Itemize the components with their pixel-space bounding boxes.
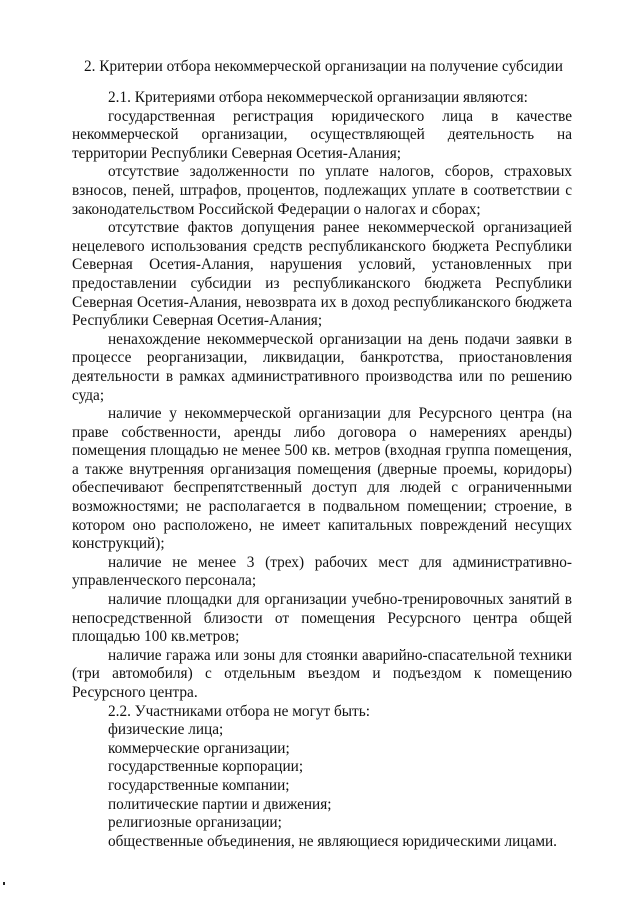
participant-item: политические партии и движения; [108,795,332,813]
criterion-item: наличие не менее 3 (трех) рабочих мест для административно-управленческого персонала; [72,553,572,590]
criterion-item: отсутствие задолженности по уплате налогов, сборов, страховых взносов, пеней, штрафов, процентов, подлежащих уплате в соответствии с законодательством Российской Федерации о налогах и сборах; [72,163,572,218]
criterion-item: ненахождение некоммерческой организации на день подачи заявки в процессе реорганизации, ликвидации, банкротства, приостановления деятельности в рамках административного производства или по решению суда; [72,330,572,404]
participant-item: государственные компании; [108,776,290,794]
criteria-heading: 2.1. Критериями отбора некоммерческой организации являются: [108,89,528,106]
participant-item: государственные корпорации; [108,758,304,776]
criterion-item: наличие гаража или зоны для стоянки аварийно-спасательной техники (три автомобиля) с отдельным въездом и подъездом к помещению Ресурсного центра. [72,646,572,701]
criterion-item: наличие у некоммерческой организации для Ресурсного центра (на праве собственности, аренды либо договора о намерениях аренды) помещения площадью не менее 500 кв. метров (входная группа помещения, а также внутренняя организация помещения (дверные проемы, коридоры) обеспечивают беспрепятственный доступ для людей с ограниченными возможностями; не располагается в подвальном помещении; строение, в котором оно расположено, не имеет капитальных повреждений несущих конструкций); [72,405,572,553]
section-heading: 2. Критерии отбора некоммерческой организации на получение субсидии [84,58,563,75]
participants-heading: 2.2. Участниками отбора не могут быть: [108,702,370,720]
participant-item: коммерческие организации; [108,739,290,757]
document-body [72,89,572,851]
participant-item: общественные объединения, не являющиеся юридическими лицами. [108,832,558,850]
criterion-item: государственная регистрация юридического лица в качестве некоммерческой организации, осуществляющей деятельность на территории Республики Северная Осетия-Алания; [72,107,572,162]
participant-item: религиозные организации; [108,814,282,832]
participant-item: физические лица; [108,721,224,739]
participants-list [72,721,572,851]
criterion-item: отсутствие фактов допущения ранее некоммерческой организацией нецелевого использования средств республиканского бюджета Республики Северная Осетия-Алания, нарушения условий, установленных при предоставлении субсидии из республиканского бюджета Республики Северная Осетия-Алания, невозврата их в доход республиканского бюджета Республики Северная Осетия-Алания; [72,219,572,330]
criterion-item: наличие площадки для организации учебно-тренировочных занятий в непосредственной близости от помещения Ресурсного центра общей площадью 100 кв.метров; [72,591,572,646]
scan-speck [3,882,5,885]
